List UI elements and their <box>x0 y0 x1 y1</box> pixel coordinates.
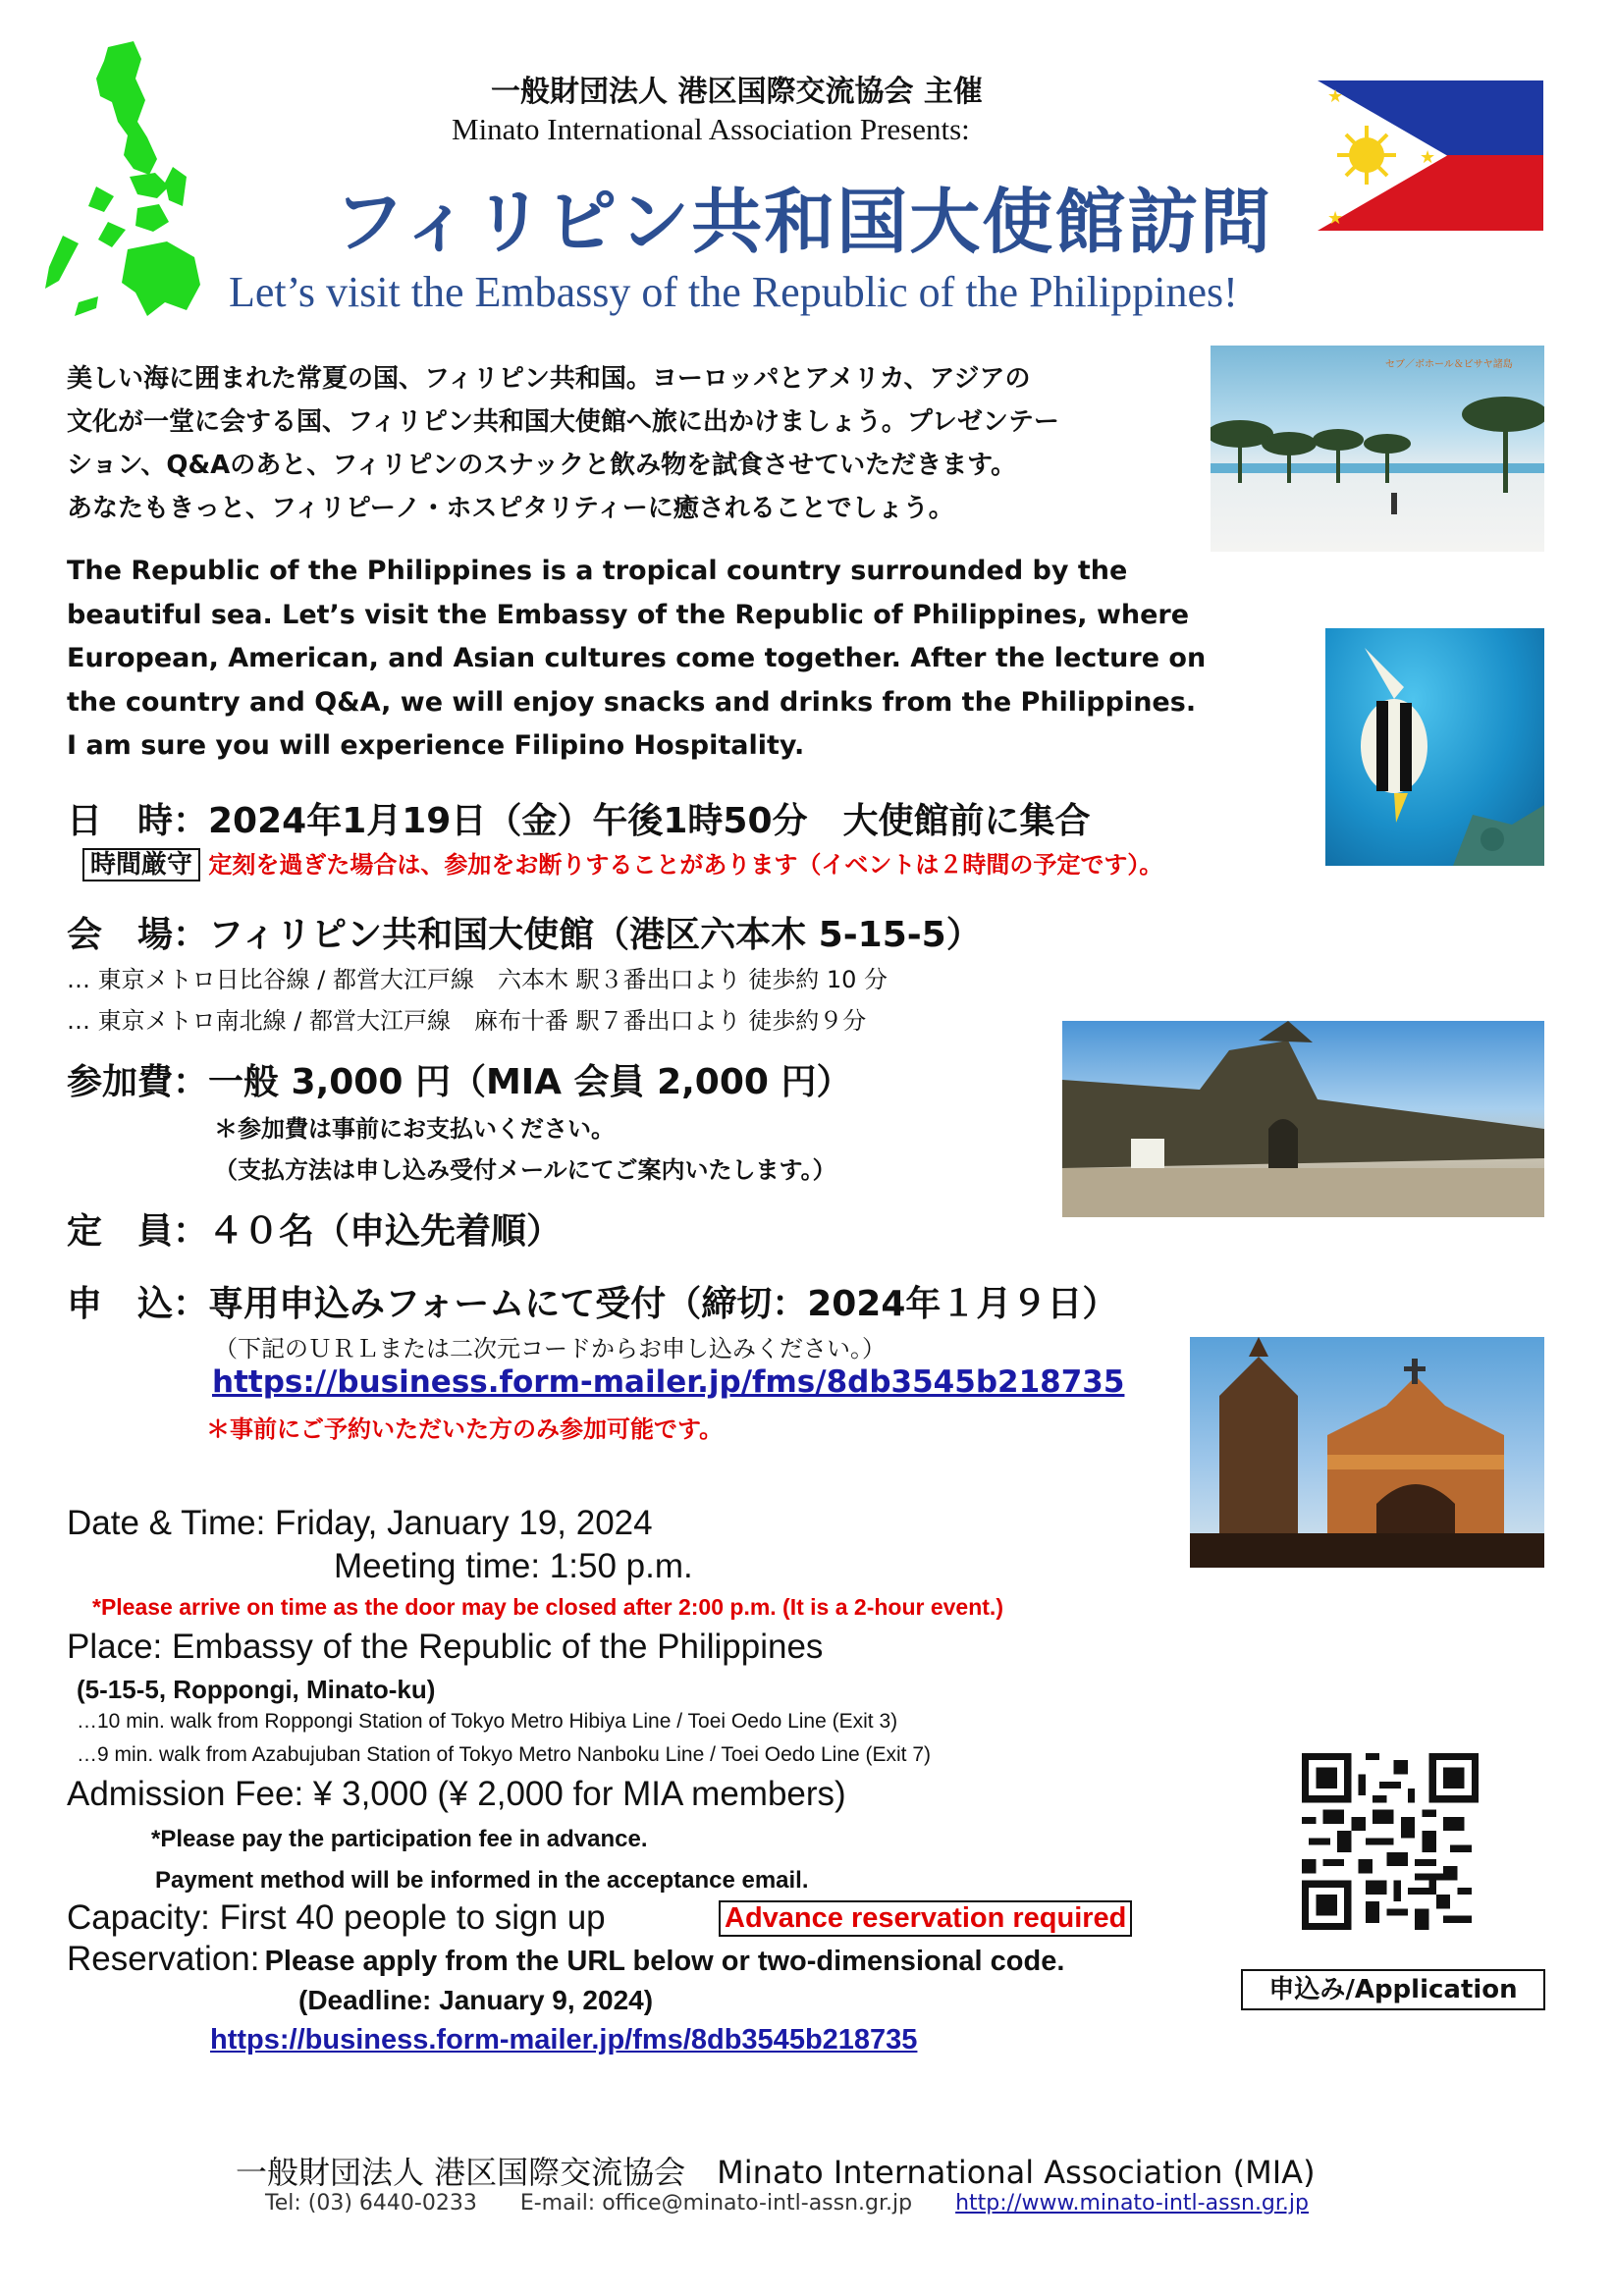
punctual-note: 定刻を過ぎた場合は、参加をお断りすることがあります（イベントは２時間の予定です）。 <box>208 851 1163 879</box>
en-reservation-label: Reservation: <box>67 1940 260 1978</box>
en-access-2: …9 min. walk from Azabujuban Station of Tokyo Metro Nanboku Line / Toei Oedo Line (Exit 7) <box>77 1743 932 1766</box>
qr-code-icon[interactable] <box>1302 1753 1479 1930</box>
intro-en <box>67 550 1323 769</box>
jp-application-link[interactable]: https://business.form-mailer.jp/fms/8db3545b218735 <box>212 1364 1125 1400</box>
en-capacity: Capacity: First 40 people to sign up <box>67 1898 606 1937</box>
footer-organization: 一般財団法人 港区国際交流協会 Minato International Association (MIA) <box>236 2154 1316 2191</box>
advance-reservation-badge: Advance reservation required <box>719 1900 1132 1937</box>
beach-photo <box>1211 346 1544 552</box>
intro-jp-line: あなたもきっと、フィリピーノ・ホスピタリティーに癒されることでしょう。 <box>67 494 954 523</box>
page-title-jp: フィリピン共和国大使館訪問 <box>334 181 1273 263</box>
en-meeting-time: Meeting time: 1:50 p.m. <box>334 1547 693 1585</box>
jp-fee-note-1: ＊参加費は事前にお支払いください。 <box>214 1115 615 1143</box>
philippines-flag-icon <box>1318 80 1543 231</box>
organizer-en: Minato International Association Presents: <box>452 112 970 146</box>
jp-reserve-note: ＊事前にご予約いただいた方のみ参加可能です。 <box>206 1415 724 1443</box>
jp-venue: 会 場：フィリピン共和国大使館（港区六本木 5-15-5） <box>67 915 982 955</box>
jp-fee-note-2: （支払方法は申し込み受付メールにてご案内いたします。） <box>214 1156 836 1184</box>
en-address: (5-15-5, Roppongi, Minato-ku) <box>77 1675 436 1704</box>
qr-application-label: 申込み/Application <box>1241 1969 1545 2010</box>
intro-en-line: the country and Q&A, we will enjoy snacks and drinks from the Philippines. <box>67 686 1197 718</box>
footer-email[interactable]: E-mail: office@minato-intl-assn.gr.jp <box>519 2191 913 2216</box>
en-fee: Admission Fee: ¥ 3,000 (¥ 2,000 for MIA members) <box>67 1775 846 1813</box>
en-fee-note-2: Payment method will be informed in the acceptance email. <box>155 1867 809 1894</box>
jp-capacity: 定 員：４０名（申込先着順） <box>67 1211 563 1252</box>
en-access-1: …10 min. walk from Roppongi Station of Tokyo Metro Hibiya Line / Toei Oedo Line (Exit 3) <box>77 1710 898 1733</box>
fort-photo <box>1062 1021 1544 1217</box>
intro-jp-line: ション、Q&Aのあと、フィリピンのスナックと飲み物を試食させていただきます。 <box>67 451 1017 480</box>
jp-apply-note: （下記のＵＲＬまたは二次元コードからお申し込みください。） <box>214 1335 886 1362</box>
intro-jp-line: 美しい海に囲まれた常夏の国、フィリピン共和国。ヨーロッパとアメリカ、アジアの <box>67 364 1031 394</box>
svg-text:★: ★ <box>1420 147 1436 168</box>
jp-datetime: 日 時：2024年1月19日（金）午後1時50分 大使館前に集合 <box>67 801 1091 841</box>
footer-contact <box>265 2191 1309 2216</box>
intro-jp-line: 文化が一堂に会する国、フィリピン共和国大使館へ旅に出かけましょう。プレゼンテー <box>67 407 1059 437</box>
intro-en-line: beautiful sea. Let’s visit the Embassy of the Republic of Philippines, where <box>67 599 1190 630</box>
intro-jp <box>67 357 1196 530</box>
en-deadline: (Deadline: January 9, 2024) <box>298 1985 654 2015</box>
intro-en-line: European, American, and Asian cultures come together. After the lecture on <box>67 643 1207 673</box>
fish-photo <box>1325 628 1544 866</box>
intro-en-line: I am sure you will experience Filipino Hospitality. <box>67 730 805 761</box>
en-place: Place: Embassy of the Republic of the Philippines <box>67 1628 824 1666</box>
en-arrive-note: *Please arrive on time as the door may be closed after 2:00 p.m. (It is a 2-hour event.) <box>92 1594 1003 1620</box>
en-reservation <box>67 1940 1064 1979</box>
en-application-link[interactable]: https://business.form-mailer.jp/fms/8db3545b218735 <box>210 2024 918 2056</box>
footer-website-link[interactable]: http://www.minato-intl-assn.gr.jp <box>955 2191 1309 2216</box>
intro-en-line: The Republic of the Philippines is a tropical country surrounded by the <box>67 556 1128 586</box>
punctual-badge: 時間厳守 <box>82 848 200 881</box>
photo-caption: セブ／ボホール＆ビサヤ諸島 <box>1385 359 1513 370</box>
jp-access-1: … 東京メトロ日比谷線 / 都営大江戸線 六本木 駅３番出口より 徒歩約 10 分 <box>67 966 888 993</box>
jp-access-2: … 東京メトロ南北線 / 都営大江戸線 麻布十番 駅７番出口より 徒歩約９分 <box>67 1007 867 1035</box>
svg-text:★: ★ <box>1327 86 1344 107</box>
svg-text:★: ★ <box>1327 208 1344 229</box>
jp-fee: 参加費：一般 3,000 円（MIA 会員 2,000 円） <box>67 1062 852 1102</box>
cathedral-photo <box>1190 1337 1544 1568</box>
footer-tel: Tel: (03) 6440-0233 <box>265 2191 477 2216</box>
jp-apply: 申 込：専用申込みフォームにて受付（締切：2024年１月９日） <box>67 1284 1118 1324</box>
en-datetime: Date & Time: Friday, January 19, 2024 <box>67 1504 653 1542</box>
organizer-jp: 一般財団法人 港区国際交流協会 主催 <box>491 75 983 109</box>
en-reservation-text: Please apply from the URL below or two-dimensional code. <box>264 1946 1065 1977</box>
en-fee-note-1: *Please pay the participation fee in advance. <box>151 1826 648 1852</box>
philippines-map-icon <box>39 39 206 324</box>
page-title-en: Let’s visit the Embassy of the Republic of the Philippines! <box>229 268 1238 316</box>
